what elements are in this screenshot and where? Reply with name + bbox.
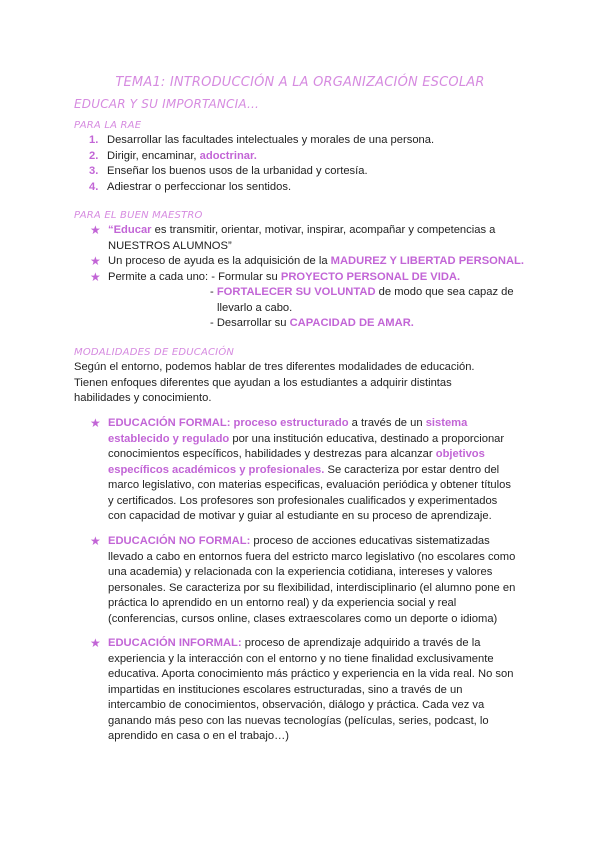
list-item: ★ Permite a cada uno: - Formular su PROYECTO PERSONAL DE VIDA.: [90, 269, 461, 284]
list-item: 3. Enseñar los buenos usos de la urbanidad y cortesía.: [89, 165, 368, 177]
list-item: 2. Dirigir, encaminar, adoctrinar.: [89, 149, 257, 162]
star-bullet-icon: ★: [90, 223, 101, 237]
star-bullet-icon: ★: [90, 534, 101, 548]
list-item: - FORTALECER SU VOLUNTAD de modo que sea capaz de: [210, 286, 514, 298]
list-item: - Desarrollar su CAPACIDAD DE AMAR.: [210, 317, 414, 329]
intro-paragraph: Según el entorno, podemos hablar de tres diferentes modalidades de educación. Tienen enfoques diferentes que ayudan a los estudiantes a adquirir distintas habilidades y conocimiento.: [74, 361, 475, 404]
subheading-modalidades: MODALIDADES DE EDUCACIÓN: [74, 347, 235, 358]
star-bullet-icon: ★: [90, 416, 101, 430]
page-title: TEMA1: INTRODUCCIÓN A LA ORGANIZACIÓN ESCOLAR: [115, 75, 485, 90]
list-item: ★ Un proceso de ayuda es la adquisición de la MADUREZ Y LIBERTAD PERSONAL.: [90, 254, 524, 268]
modalidades-list: [90, 416, 518, 525]
list-item: 4. Adiestrar o perfeccionar los sentidos.: [89, 180, 292, 193]
maestro-list: [90, 223, 526, 332]
rae-list: [89, 133, 527, 195]
star-bullet-icon: ★: [90, 269, 101, 284]
section-heading-educar: EDUCAR Y SU IMPORTANCIA...: [74, 97, 260, 111]
list-item: 1. Desarrollar las facultades intelectuales y morales de una persona.: [89, 134, 435, 146]
modalidades-list-noformal: [90, 534, 518, 627]
list-item: ★ EDUCACIÓN FORMAL: proceso estructurado a través de un sistema establecido y regulado por una institución educativa, destinado a proporcionar conocimientos específicos, habilidades y destrezas para alcanzar objetivos específicos académicos y profesionales. Se caracteriza por estar dentro del marco legislativo, con materias especificas, evaluación periódica y obtener títulos y certificados. Los profesores son profesionales cualificados y experimentados con capacidad de motivar y guiar al estudiante en su proceso de aprendizaje.: [90, 416, 511, 522]
list-item: llevarlo a cabo.: [217, 301, 293, 314]
modalidades-list-informal: [90, 636, 518, 745]
star-bullet-icon: ★: [90, 636, 101, 650]
subheading-rae: PARA LA RAE: [74, 120, 142, 131]
list-item: ★ “Educar es transmitir, orientar, motivar, inspirar, acompañar y competencias a NUESTROS ALUMNOS”: [90, 223, 496, 252]
subheading-maestro: PARA EL BUEN MAESTRO: [74, 210, 203, 221]
list-item: ★ EDUCACIÓN INFORMAL: proceso de aprendizaje adquirido a través de la experiencia y la interacción con el entorno y no tiene finalidad exclusivamente educativa. Aporta conocimiento más práctico y experiencia en la vida real. No son impartidas en instituciones escolares estructuradas, sino a través de un intercambio de conocimientos, observación, diálogo y práctica. Cada vez va ganando más peso con las nuevas tecnologías (películas, series, podcast, lo aprendido en casa o en el trabajo…): [90, 636, 514, 742]
star-bullet-icon: ★: [90, 254, 101, 268]
list-item: ★ EDUCACIÓN NO FORMAL: proceso de acciones educativas sistematizadas llevado a cabo en entornos fuera del estricto marco legislativo (no escolares como una academia) y relacionada con la experiencia cotidiana, intereses y valores personales. Se caracteriza por su flexibilidad, interdisciplinario (el alumno pone en práctica lo aprendido en un entorno real) y da experiencia social y real (conferencias, cursos online, clases extraescolares como un deporte o idioma): [90, 534, 516, 625]
